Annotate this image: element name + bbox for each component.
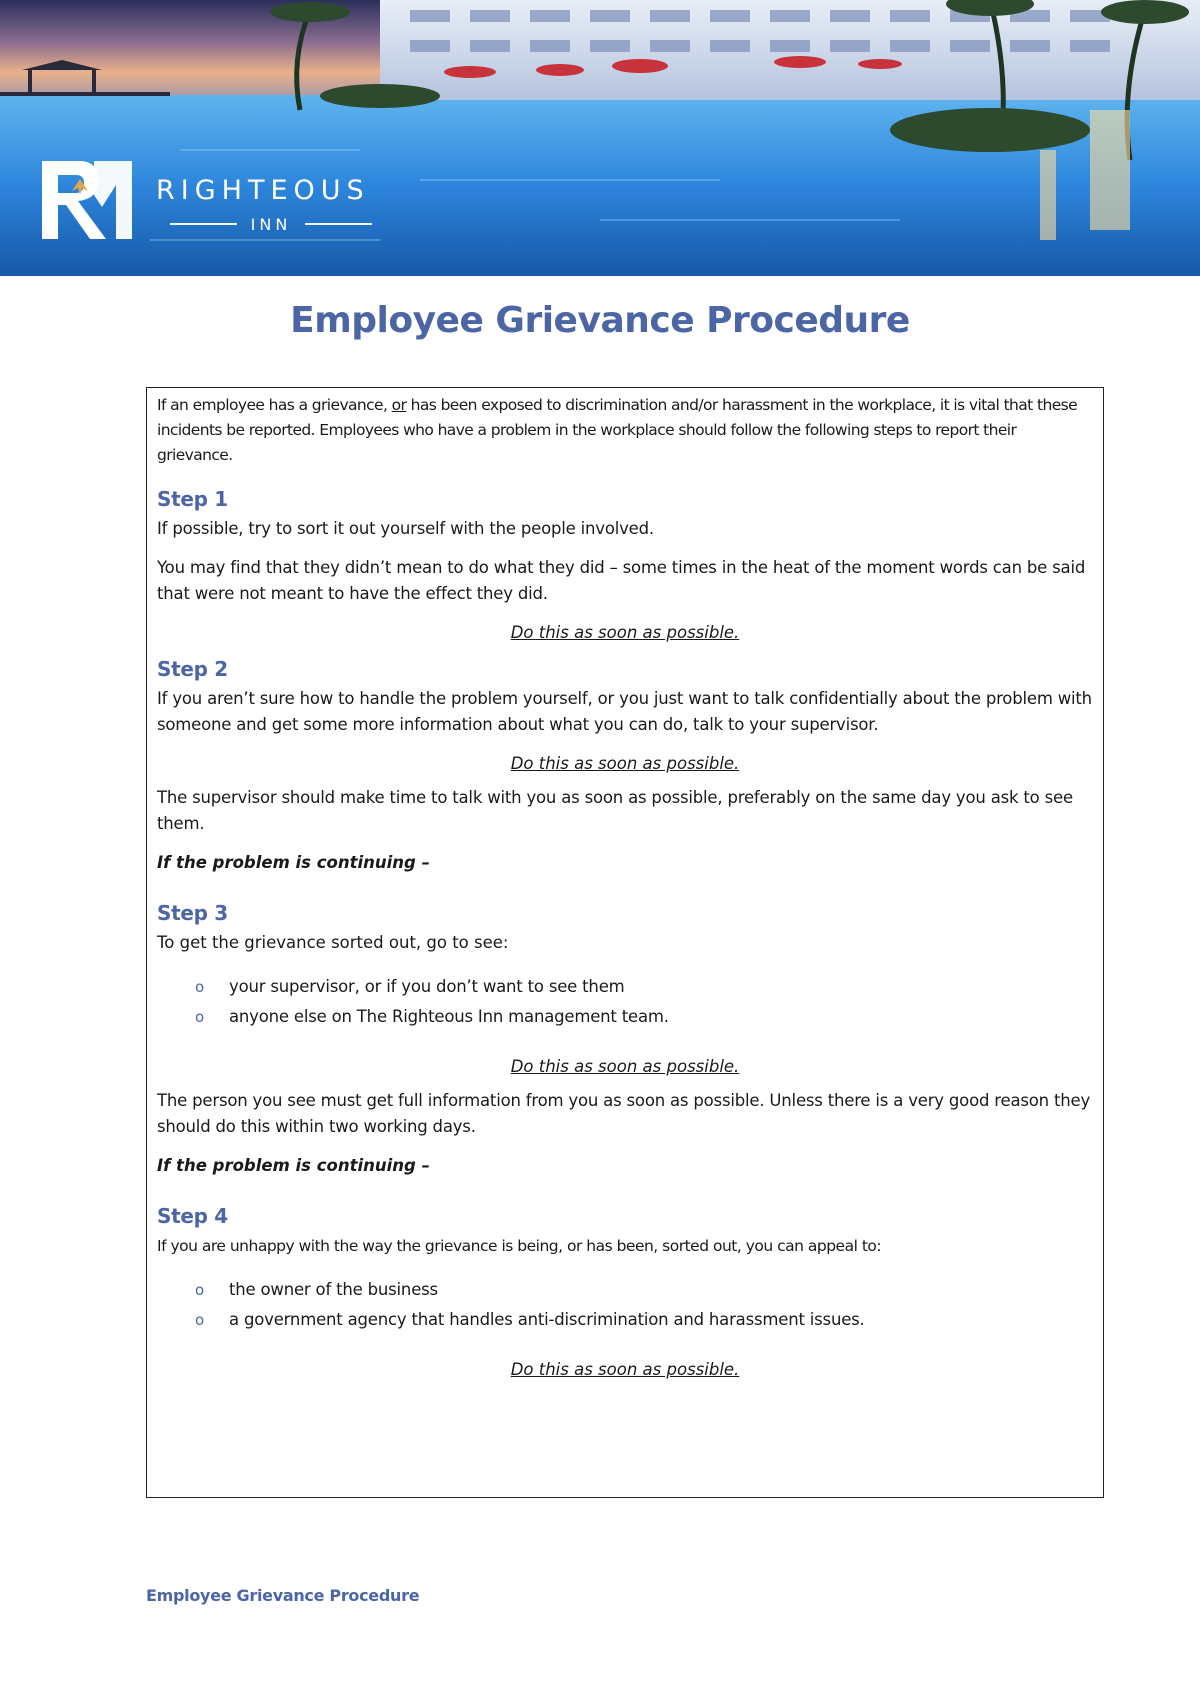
step-4-asap: Do this as soon as possible. [510, 1360, 740, 1379]
list-item [157, 972, 1093, 1002]
list-item-text: your supervisor, or if you don’t want to see them [229, 977, 625, 996]
brand-sub-text: INN [250, 214, 292, 234]
intro-text-2: has been exposed to discrimination and/or harassment in the workplace, it is vital that these incidents be reported. Employees who have a problem in the workplace should follow the following steps to report their grievance. [157, 396, 1078, 464]
intro-text-1: If an employee has a grievance, [157, 396, 392, 414]
bullet-icon: o [195, 978, 204, 996]
bullet-icon: o [195, 1281, 204, 1299]
step-4-text: If you are unhappy with the way the grievance is being, or has been, sorted out, you can appeal to: [157, 1237, 882, 1255]
step-2-asap: Do this as soon as possible. [510, 754, 740, 773]
continuing-note: If the problem is continuing – [157, 1156, 430, 1175]
step-1-text: If possible, try to sort it out yourself with the people involved. [157, 519, 654, 538]
step-2-followup: The supervisor should make time to talk with you as soon as possible, preferably on the same day you ask to see them. [157, 788, 1073, 833]
header-banner [0, 0, 1200, 276]
procedure-box [146, 387, 1104, 1498]
list-item [157, 1305, 1093, 1335]
step-1-title: Step 1 [157, 487, 228, 511]
list-item-text: a government agency that handles anti-discrimination and harassment issues. [229, 1310, 865, 1329]
step-3-asap: Do this as soon as possible. [510, 1057, 740, 1076]
step-3-followup: The person you see must get full information from you as soon as possible. Unless there is a very good reason they should do this within two working days. [157, 1091, 1091, 1136]
step-1-asap: Do this as soon as possible. [510, 623, 740, 642]
intro-paragraph [157, 393, 1093, 468]
brand-subtitle [156, 213, 386, 235]
list-item [157, 1275, 1093, 1305]
step-4-title: Step 4 [157, 1204, 228, 1228]
divider [170, 223, 237, 225]
step-3-list [157, 972, 1093, 1032]
step-4-list [157, 1275, 1093, 1335]
righteous-inn-logo-icon [36, 155, 136, 245]
step-2-title: Step 2 [157, 657, 228, 681]
list-item-text: anyone else on The Righteous Inn management team. [229, 1007, 669, 1026]
bullet-icon: o [195, 1008, 204, 1026]
divider [305, 223, 372, 225]
logo [36, 155, 436, 255]
step-3-text: To get the grievance sorted out, go to see: [157, 933, 509, 952]
list-item [157, 1002, 1093, 1032]
page-title: Employee Grievance Procedure [290, 300, 910, 341]
step-1-text: You may find that they didn’t mean to do what they did – some times in the heat of the moment words can be said that were not meant to have the effect they did. [157, 558, 1086, 603]
list-item-text: the owner of the business [229, 1280, 438, 1299]
brand-name: RIGHTEOUS [156, 175, 370, 206]
step-3-title: Step 3 [157, 901, 228, 925]
step-2-text: If you aren’t sure how to handle the problem yourself, or you just want to talk confidentially about the problem with someone and get some more information about what you can do, talk to your supervisor. [157, 689, 1092, 734]
bullet-icon: o [195, 1311, 204, 1329]
continuing-note: If the problem is continuing – [157, 853, 430, 872]
footer-title: Employee Grievance Procedure [146, 1586, 420, 1605]
intro-or: or [391, 396, 407, 414]
